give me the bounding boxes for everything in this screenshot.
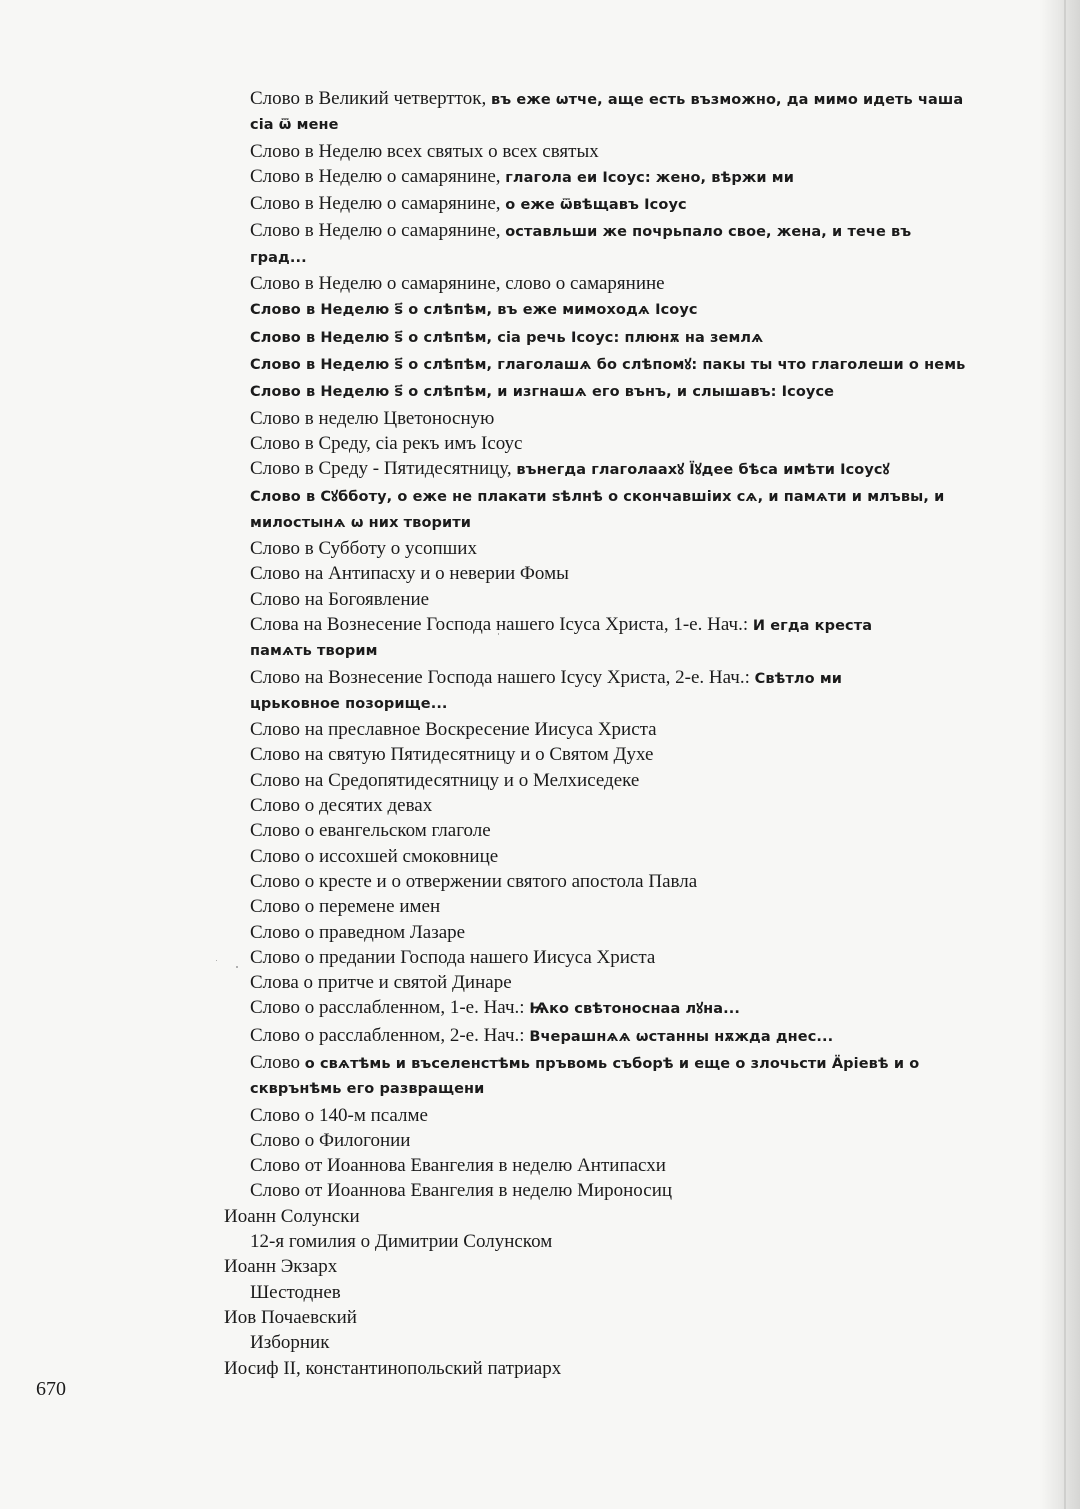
entry-title: Слово о кресте и о отвержении святого апостола Павла — [250, 870, 698, 892]
church-slavonic-incipit: Слово в Сꙋбботу, о еже не плакати ѕѣлнѣ о скончавшіих сѧ, и памѧти и млъвы, и — [250, 489, 945, 506]
entry-title: Слово о евангельском глаголе — [250, 820, 491, 842]
entry-title: Иосиф II, константинопольский патриарх — [224, 1357, 562, 1379]
church-slavonic-incipit: вънегда глаголаахꙋ Їꙋдее бѣса имѣти Ісоусꙋ — [516, 462, 890, 479]
index-entry — [224, 995, 1014, 1022]
author-heading — [224, 1204, 1014, 1229]
index-entry — [224, 970, 1014, 995]
entry-continuation: црьковное позорище... — [250, 695, 448, 712]
church-slavonic-incipit: Вчерашнѧѧ ѡстанны нѫжда днес... — [529, 1028, 834, 1045]
index-entry — [224, 324, 1014, 351]
church-slavonic-incipit: Свѣтло ми — [754, 670, 843, 687]
index-entry — [224, 86, 1014, 139]
entry-title: Слово от Иоаннова Евангелия в неделю Антипасхи — [250, 1155, 666, 1177]
church-slavonic-incipit: о еже ѿвѣщавъ Ісоус — [505, 197, 687, 214]
entry-title: Слово о перемене имен — [250, 896, 441, 918]
index-entry — [224, 612, 1014, 665]
entry-continuation: сіа ѿ мене — [250, 117, 339, 134]
index-entry — [224, 742, 1014, 767]
entry-title: Слово на святую Пятидесятницу и о Святом Духе — [250, 744, 654, 766]
index-entry — [224, 271, 1014, 296]
entry-title: Слово в Неделю всех святых о всех святых — [250, 140, 599, 162]
church-slavonic-incipit: о свѧтѣмь и въселенстѣмь пръвомь съборѣ и еще о злочьсти Ӓріевѣ и о — [304, 1055, 920, 1072]
index-entry — [224, 818, 1014, 843]
entry-title: Слово в Неделю о самарянине, слово о самарянине — [250, 273, 665, 295]
entry-title: Иоанн Экзарх — [224, 1256, 338, 1278]
entry-title: Слово о Филогонии — [250, 1129, 411, 1151]
index-entry — [224, 894, 1014, 919]
entry-title: Слово в Неделю о самарянине, — [250, 193, 506, 215]
index-entry — [224, 768, 1014, 793]
entry-title: Слово от Иоаннова Евангелия в неделю Мироносиц — [250, 1180, 673, 1202]
page-gutter-shadow — [1040, 0, 1080, 1509]
church-slavonic-incipit: глагола еи Ісоус: жено, вѣржи ми — [505, 169, 794, 186]
index-entry — [224, 1178, 1014, 1203]
entry-title: Слово на Антипасху и о неверии Фомы — [250, 563, 569, 585]
entry-title: Слово в Среду - Пятидесятницу, — [250, 458, 517, 480]
index-entry — [224, 665, 1014, 718]
entry-title: Иов Почаевский — [224, 1306, 357, 1328]
index-entry — [224, 1023, 1014, 1050]
index-entry — [224, 920, 1014, 945]
entry-title: Слово на Средопятидесятницу и о Мелхиседеке — [250, 769, 640, 791]
index-entry — [224, 536, 1014, 561]
entry-title: Слово в Неделю о самарянине, — [250, 165, 506, 187]
index-entry — [224, 1128, 1014, 1153]
church-slavonic-incipit: Слово в Неделю ѕ҃ о слѣпѣм, въ еже мимоходѧ Ісоус — [250, 302, 698, 319]
entry-title: Слово на преславное Воскресение Иисуса Христа — [250, 719, 657, 741]
index-entries — [224, 86, 1014, 1381]
entry-title: Слово в Неделю о самарянине, — [250, 220, 506, 242]
author-heading — [224, 1356, 1014, 1381]
index-entry — [224, 1280, 1014, 1305]
page-edge — [1064, 0, 1066, 1509]
index-entry — [224, 945, 1014, 970]
index-entry — [224, 483, 1014, 536]
index-entry — [224, 793, 1014, 818]
entry-title: Изборник — [250, 1332, 330, 1354]
entry-title: Слово о расслабленном, 1-е. Нач.: — [250, 997, 530, 1019]
index-entry — [224, 351, 1014, 378]
entry-title: Слово на Вознесение Господа нашего Ісусу Христа, 2-е. Нач.: — [250, 666, 755, 688]
entry-title: Слово в Великий четвертток, — [250, 88, 491, 109]
entry-title: 12-я гомилия о Димитрии Солунском — [250, 1231, 553, 1253]
index-entry — [224, 191, 1014, 218]
index-entry — [224, 1330, 1014, 1355]
entry-title: Слова на Вознесение Господа нашего Ісуса Христа, 1-е. Нач.: — [250, 613, 753, 635]
entry-title: Слово о 140-м псалме — [250, 1104, 428, 1126]
scan-speck — [216, 960, 217, 961]
index-entry — [224, 431, 1014, 456]
index-entry — [224, 1103, 1014, 1128]
index-entry — [224, 587, 1014, 612]
entry-title: Слово — [250, 1051, 305, 1073]
index-entry — [224, 1153, 1014, 1178]
entry-title: Слова о притче и святой Динаре — [250, 972, 512, 994]
entry-title: Иоанн Солунски — [224, 1205, 360, 1227]
entry-title: Слово на Богоявление — [250, 588, 430, 610]
entry-title: Слово в неделю Цветоносную — [250, 407, 495, 429]
index-entry — [224, 378, 1014, 405]
church-slavonic-incipit: Слово в Неделю ѕ҃ о слѣпѣм, сіа речь Ісоус: плюнѫ на землѧ — [250, 329, 764, 346]
index-entry — [224, 561, 1014, 586]
entry-continuation: скврънѣмь его развращени — [250, 1081, 485, 1098]
index-entry — [224, 218, 1014, 271]
church-slavonic-incipit: Слово в Неделю ѕ҃ о слѣпѣм, и изгнашѧ его вънъ, и слышавъ: Ісоусе — [250, 384, 835, 401]
church-slavonic-incipit: И егда креста — [752, 617, 873, 634]
entry-continuation: памѧть творим — [250, 643, 378, 660]
index-entry — [224, 296, 1014, 323]
entry-title: Слово в Субботу о усопших — [250, 538, 477, 560]
author-heading — [224, 1305, 1014, 1330]
index-entry — [224, 456, 1014, 483]
church-slavonic-incipit: Ѩко свѣтоноснаа лꙋна... — [529, 1001, 740, 1018]
page-number: 670 — [36, 1378, 66, 1400]
index-entry — [224, 406, 1014, 431]
church-slavonic-incipit: Слово в Неделю ѕ҃ о слѣпѣм, глаголашѧ бо слѣпомꙋ: пакы ты что глаголеши о немь — [250, 356, 966, 373]
entry-title: Шестоднев — [250, 1281, 341, 1303]
index-entry — [224, 1050, 1014, 1103]
index-entry — [224, 164, 1014, 191]
index-entry — [224, 139, 1014, 164]
index-entry — [224, 844, 1014, 869]
index-entry — [224, 869, 1014, 894]
entry-continuation: милостынѧ ѡ них творити — [250, 514, 472, 531]
entry-title: Слово о расслабленном, 2-е. Нач.: — [250, 1024, 530, 1046]
entry-title: Слово о праведном Лазаре — [250, 921, 466, 943]
entry-title: Слово о десятих девах — [250, 795, 433, 817]
entry-title: Слово о иссохшей смоковнице — [250, 845, 499, 867]
index-entry — [224, 717, 1014, 742]
entry-title: Слово в Среду, сіа рекъ имъ Ісоус — [250, 432, 523, 454]
entry-title: Слово о предании Господа нашего Иисуса Христа — [250, 946, 656, 968]
church-slavonic-incipit: оставльши же почрьпало свое, жена, и тече въ — [505, 224, 912, 241]
author-heading — [224, 1254, 1014, 1279]
index-entry — [224, 1229, 1014, 1254]
church-slavonic-incipit: въ еже ѡтче, аще есть възможно, да мимо идеть чаша — [490, 92, 964, 108]
entry-continuation: град... — [250, 249, 307, 266]
